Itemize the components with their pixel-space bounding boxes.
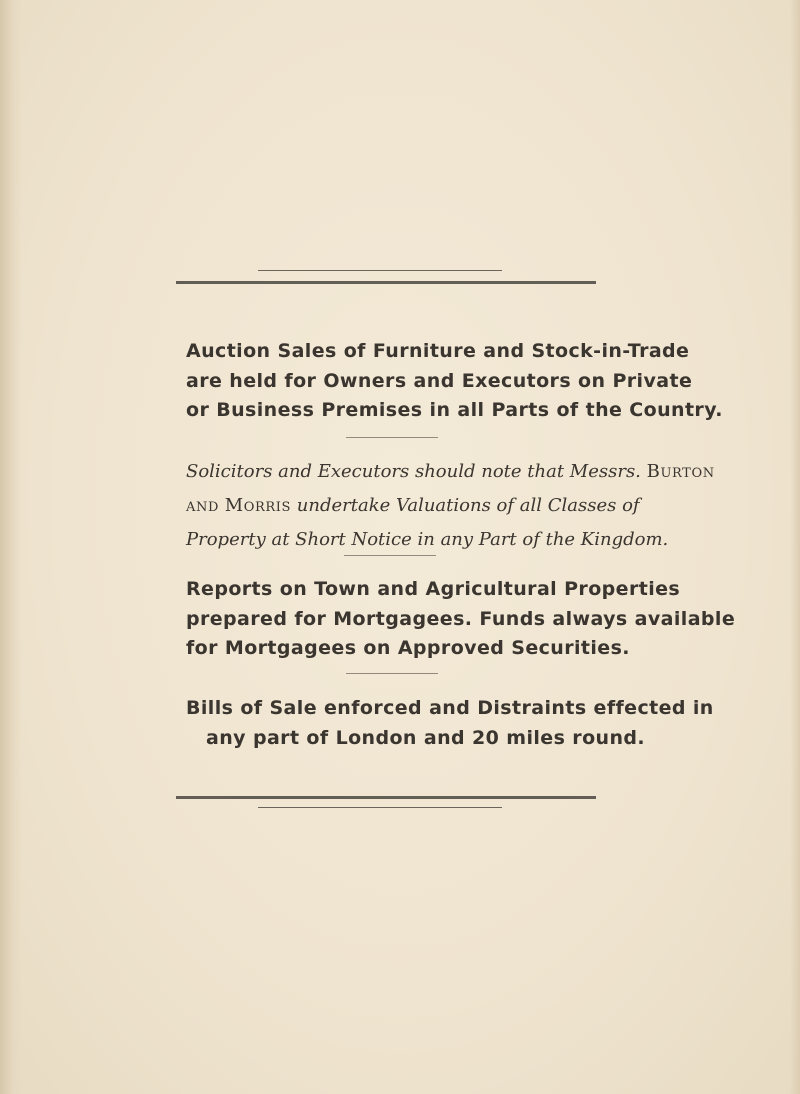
paragraph-line: Bills of Sale enforced and Distraints effected in xyxy=(186,697,714,719)
reports-paragraph xyxy=(186,575,736,664)
bottom-rule-short xyxy=(258,807,502,808)
paragraph-line: are held for Owners and Executors on Private xyxy=(186,369,693,392)
firm-name-burton: Burton xyxy=(646,461,715,482)
paragraph-line: Reports on Town and Agricultural Properties xyxy=(186,578,681,600)
paragraph-text: Solicitors and Executors should note that Messrs. xyxy=(186,461,641,482)
paragraph-line: Auction Sales of Furniture and Stock-in-Trade xyxy=(186,340,690,362)
valuations-paragraph xyxy=(186,455,715,557)
bills-of-sale-paragraph xyxy=(186,694,714,753)
auction-sales-paragraph xyxy=(186,337,723,426)
paragraph-text: undertake Valuations of all Classes of xyxy=(296,495,640,516)
paragraph-line: for Mortgagees on Approved Securities. xyxy=(186,637,630,659)
separator-rule xyxy=(346,673,438,674)
page-edge-left xyxy=(0,0,22,1094)
top-rule-long xyxy=(176,281,596,284)
and-word: and xyxy=(186,495,219,516)
firm-name-morris: Morris xyxy=(224,495,292,516)
paragraph-line: Property at Short Notice in any Part of the Kingdom. xyxy=(186,529,669,550)
separator-rule xyxy=(344,555,436,556)
paragraph-line: any part of London and 20 miles round. xyxy=(206,726,645,749)
separator-rule xyxy=(346,437,438,438)
bottom-rule-long xyxy=(176,796,596,799)
top-rule-short xyxy=(258,270,502,271)
paragraph-line: or Business Premises in all Parts of the Country. xyxy=(186,399,723,421)
paragraph-line: prepared for Mortgagees. Funds always available xyxy=(186,607,736,630)
page-edge-right xyxy=(790,0,800,1094)
